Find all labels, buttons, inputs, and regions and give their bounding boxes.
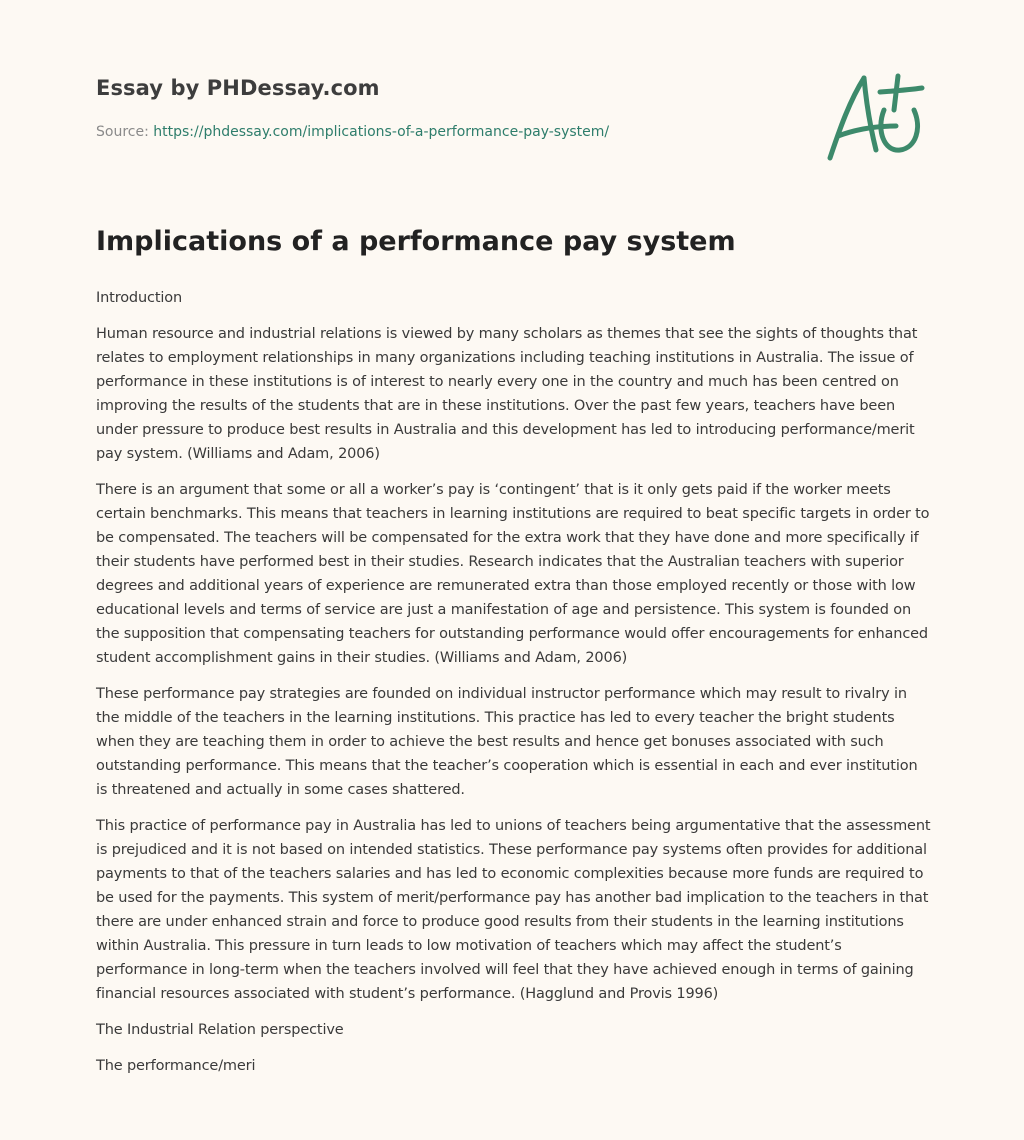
essay-paragraph: Human resource and industrial relations is viewed by many scholars as themes that see the sights of thoughts that relates to employment relationships in many organizations including teaching institutions in Australia. The issue of performance in these institutions is of interest to nearly every one in the country and much has been centred on improving the results of the students that are in these institutions. Over the past few years, teachers have been under pressure to produce best results in Australia and this development has led to introducing performance/merit pay system. (Williams and Adam, 2006) [96, 326, 918, 462]
source-label: Source: [96, 124, 149, 140]
essay-body [96, 286, 931, 1090]
a-plus-logo-icon [824, 70, 926, 164]
essay-paragraph: The Industrial Relation perspective [96, 1022, 344, 1038]
essay-title: Implications of a performance pay system [96, 226, 736, 257]
essay-paragraph: These performance pay strategies are founded on individual instructor performance which may result to rivalry in the middle of the teachers in the learning institutions. This practice has led to every teacher the bright students when they are teaching them in order to achieve the best results and hence get bonuses associated with such outstanding performance. This means that the teacher’s cooperation which is essential in each and ever institution is threatened and actually in some cases shattered. [96, 686, 918, 798]
essay-paragraph: The performance/meri [96, 1058, 256, 1074]
source-line [96, 124, 609, 140]
essay-paragraph: This practice of performance pay in Australia has led to unions of teachers being argumentative that the assessment is prejudiced and it is not based on intended statistics. These performance pay systems often provides for additional payments to that of the teachers salaries and has led to economic complexities because more funds are required to be used for the payments. This system of merit/performance pay has another bad implication to the teachers in that there are under enhanced strain and force to produce good results from their students in the learning institutions within Australia. This pressure in turn leads to low motivation of teachers which may affect the student’s performance in long-term when the teachers involved will feel that they have achieved enough in terms of gaining financial resources associated with student’s performance. (Hagglund and Provis 1996) [96, 818, 931, 1002]
site-title: Essay by PHDessay.com [96, 76, 380, 100]
essay-paragraph: There is an argument that some or all a worker’s pay is ‘contingent’ that is it only gets paid if the worker meets certain benchmarks. This means that teachers in learning institutions are required to beat specific targets in order to be compensated. The teachers will be compensated for the extra work that they have done and more specifically if their students have performed best in their studies. Research indicates that the Australian teachers with superior degrees and additional years of experience are remunerated extra than those employed recently or those with low educational levels and terms of service are just a manifestation of age and persistence. This system is founded on the supposition that compensating teachers for outstanding performance would offer encouragements for enhanced student accomplishment gains in their studies. (Williams and Adam, 2006) [96, 482, 930, 666]
essay-paragraph: Introduction [96, 290, 183, 306]
source-link[interactable]: https://phdessay.com/implications-of-a-performance-pay-system/ [153, 124, 610, 140]
